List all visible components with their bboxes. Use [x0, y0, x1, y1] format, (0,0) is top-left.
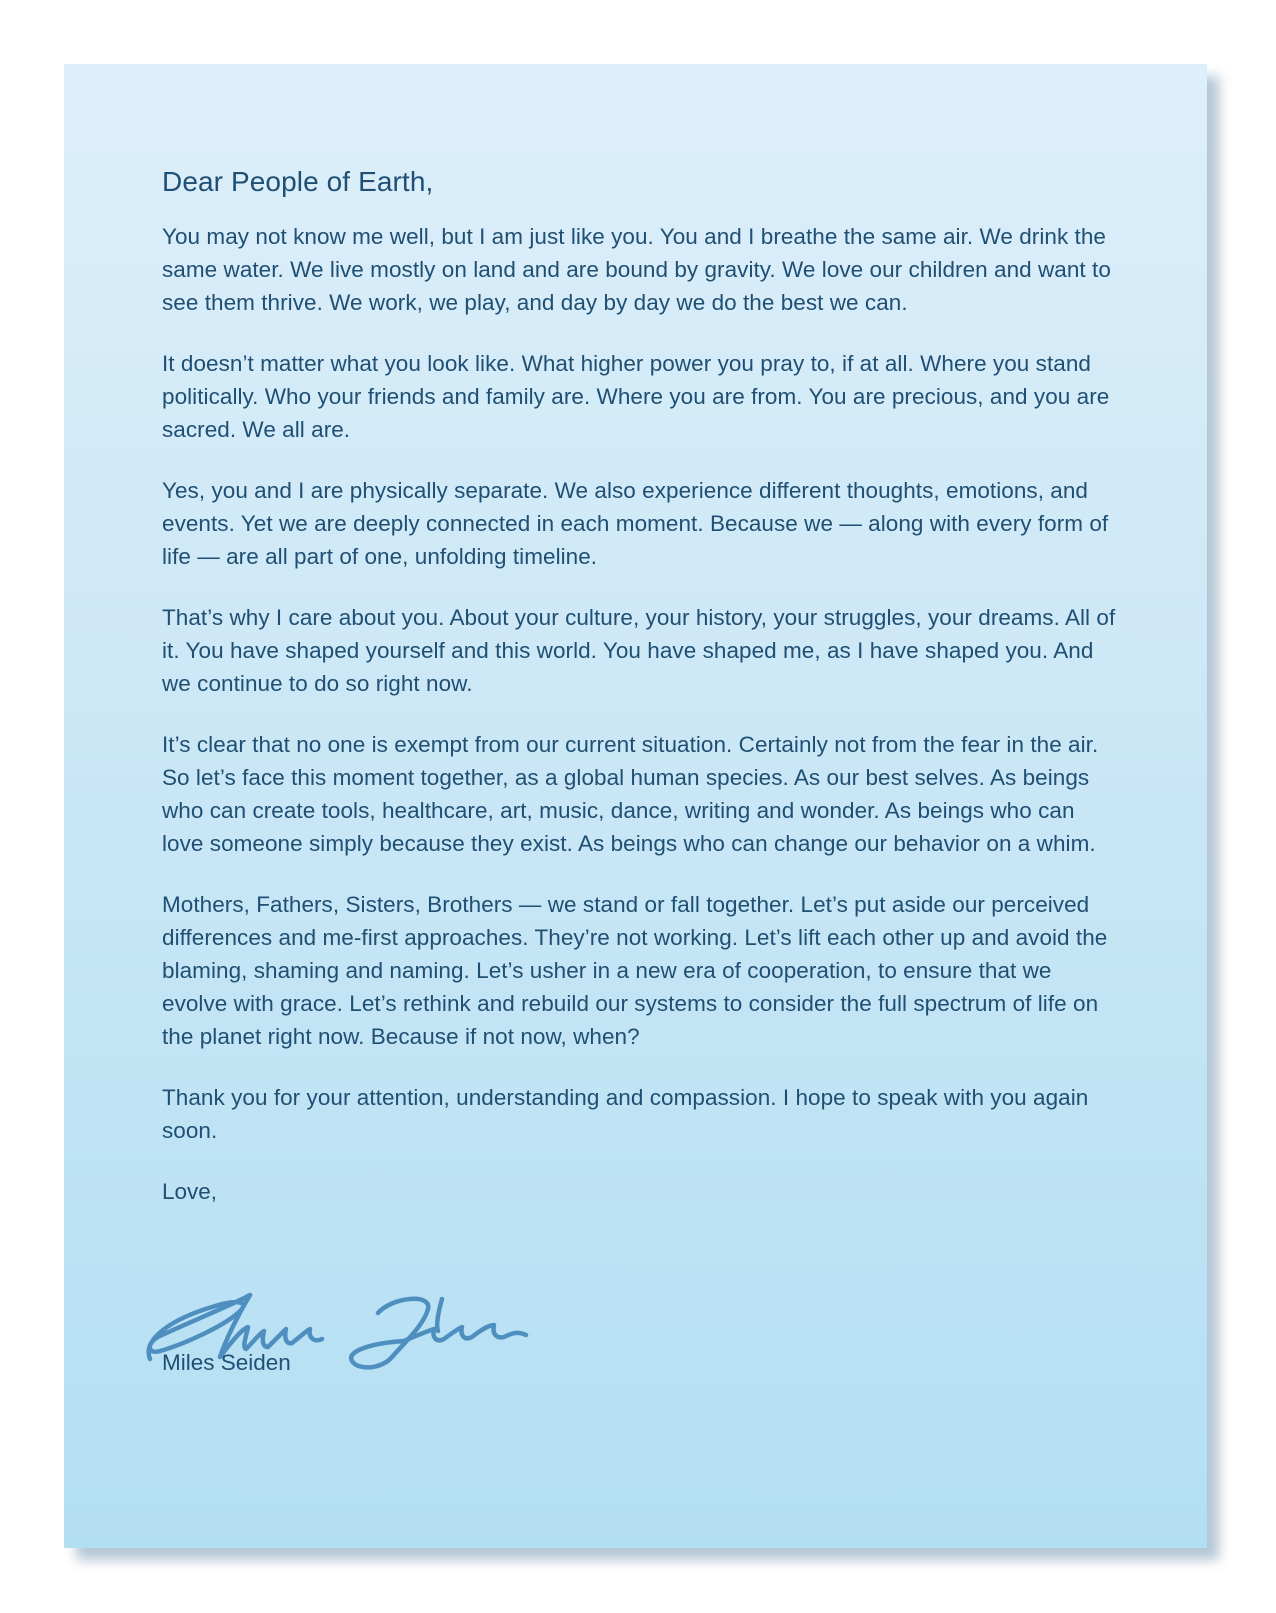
paragraph-6: Mothers, Fathers, Sisters, Brothers — we stand or fall together. Let’s put aside our perceived differences and me-first approaches. They’re not working. Let’s lift each other up and avoid the blaming, shaming and naming. Let’s usher in a new era of cooperation, to ensure that we evolve with grace. Let’s rethink and rebuild our systems to consider the full spectrum of life on the planet right now. Because if not now, when? — [162, 892, 1108, 1049]
letter-page — [64, 64, 1207, 1548]
letter-content — [162, 162, 1122, 1208]
paragraph-4: That’s why I care about you. About your culture, your history, your struggles, your dreams. All of it. You have shaped yourself and this world. You have shaped me, as I have shaped you. And we continue to do so right now. — [162, 605, 1116, 696]
paragraph-3: Yes, you and I are physically separate. We also experience different thoughts, emotions, and events. Yet we are deeply connected in each moment. Because we — along with every form of life — are all part of one, unfolding timeline. — [162, 478, 1109, 569]
paragraph-2: It doesn’t matter what you look like. What higher power you pray to, if at all. Where you stand politically. Who your friends and family are. Where you are from. You are precious, and you are sacred. We all are. — [162, 351, 1110, 442]
salutation: Dear People of Earth, — [162, 166, 434, 197]
paragraph-7: Thank you for your attention, understanding and compassion. I hope to speak with you again soon. — [162, 1085, 1089, 1143]
paragraph-5: It’s clear that no one is exempt from our current situation. Certainly not from the fear in the air. So let’s face this moment together, as a global human species. As our best selves. As beings who can create tools, healthcare, art, music, dance, writing and wonder. As beings who can love someone simply because they exist. As beings who can change our behavior on a whim. — [162, 732, 1099, 856]
closing: Love, — [162, 1179, 218, 1204]
letter-body — [162, 220, 1122, 1147]
signature-name: Miles Seiden — [162, 1350, 291, 1375]
paragraph-1: You may not know me well, but I am just like you. You and I breathe the same air. We drink the same water. We live mostly on land and are bound by gravity. We love our children and want to see them thrive. We work, we play, and day by day we do the best we can. — [162, 224, 1111, 315]
